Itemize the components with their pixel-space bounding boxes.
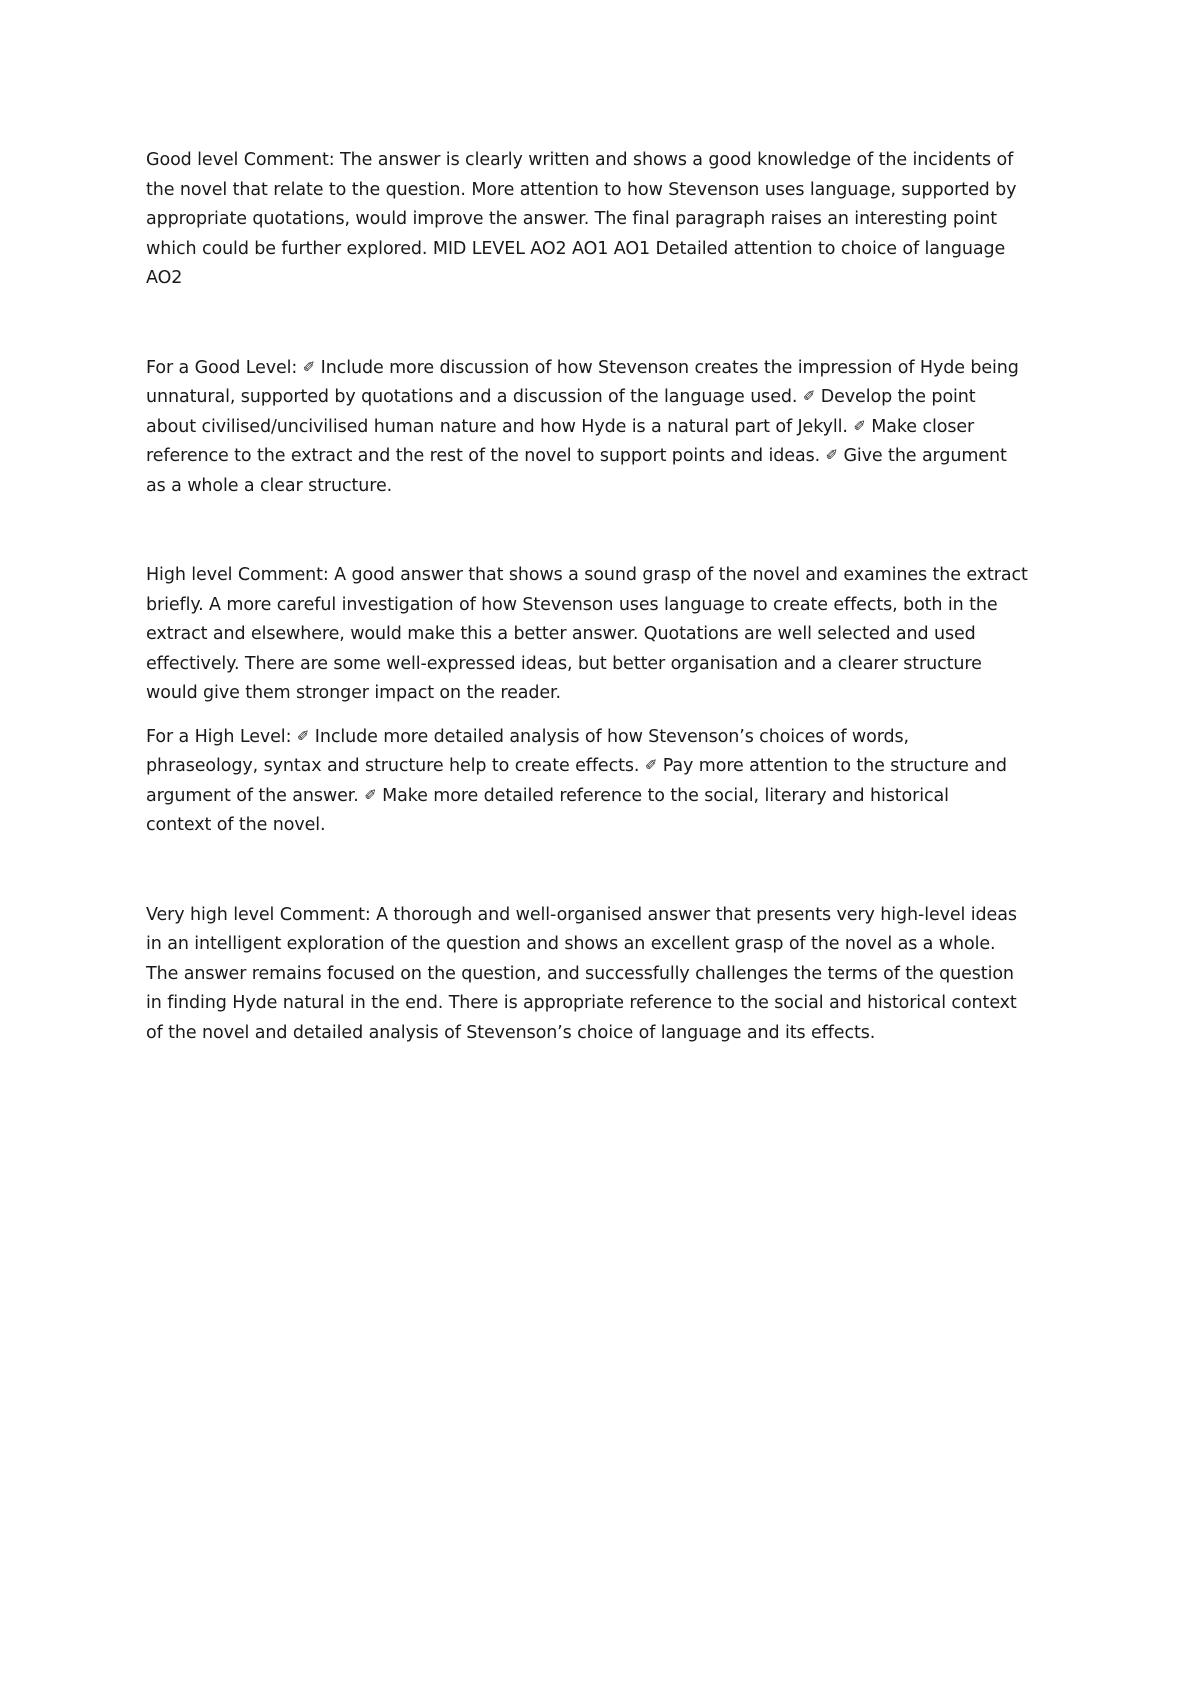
text-segment: phraseology, syntax and structure help to create effects.	[146, 756, 645, 776]
text-segment: For a High Level:	[146, 726, 297, 747]
text-line: The answer remains focused on the question, and successfully challenges the terms of the question	[146, 963, 1014, 984]
text-segment: argument of the answer.	[146, 785, 365, 806]
text-segment: Make closer	[865, 416, 975, 437]
text-segment: For a Good Level:	[146, 357, 303, 378]
pencil-icon: ✐	[825, 446, 838, 464]
text-line	[146, 723, 1071, 753]
text-segment: Include more detailed analysis of how Stevenson’s choices of words,	[309, 726, 909, 747]
text-line: in finding Hyde natural in the end. There is appropriate reference to the social and historical context	[146, 993, 1017, 1013]
text-line: briefly. A more careful investigation of how Stevenson uses language to create effects, both in the	[146, 594, 998, 615]
text-segment: Give the argument	[837, 446, 1007, 466]
pencil-icon: ✐	[644, 756, 658, 774]
text-line: the novel that relate to the question. More attention to how Stevenson uses language, supported by	[146, 179, 1017, 200]
text-line	[146, 752, 1071, 782]
pencil-icon: ✐	[302, 357, 316, 376]
document-body	[146, 146, 1071, 1048]
text-line	[146, 782, 1071, 812]
text-segment: about civilised/uncivilised human nature and how Hyde is a natural part of Jekyll.	[146, 416, 854, 437]
text-line: which could be further explored. MID LEVEL AO2 AO1 AO1 Detailed attention to choice of language	[146, 238, 1006, 259]
text-line	[146, 383, 1071, 413]
text-line: appropriate quotations, would improve the answer. The final paragraph raises an interesting point	[146, 209, 997, 229]
text-line: Good level Comment: The answer is clearly written and shows a good knowledge of the incidents of	[146, 150, 1014, 170]
text-segment: Develop the point	[815, 387, 976, 407]
pencil-icon: ✐	[364, 785, 377, 804]
text-line: in an intelligent exploration of the question and shows an excellent grasp of the novel as a whole.	[146, 934, 996, 954]
text-segment: reference to the extract and the rest of the novel to support points and ideas.	[146, 446, 826, 466]
text-segment: unnatural, supported by quotations and a discussion of the language used.	[146, 387, 803, 407]
text-segment: Pay more attention to the structure and	[657, 756, 1007, 776]
text-line: effectively. There are some well-expressed ideas, but better organisation and a clearer structure	[146, 653, 982, 674]
text-line	[146, 472, 1071, 502]
pencil-icon: ✐	[802, 387, 816, 405]
text-line	[146, 442, 1071, 472]
text-line: High level Comment: A good answer that shows a sound grasp of the novel and examines the extract	[146, 565, 1028, 585]
good-level-advice	[146, 354, 1071, 502]
text-segment: Include more discussion of how Stevenson creates the impression of Hyde being	[315, 357, 1019, 378]
pencil-icon: ✐	[296, 726, 310, 745]
high-level-advice	[146, 723, 1071, 841]
pencil-icon: ✐	[853, 416, 866, 435]
very-high-level-comment	[146, 901, 1071, 1049]
text-line	[146, 354, 1071, 384]
text-segment: Make more detailed reference to the social, literary and historical	[376, 785, 949, 806]
text-line: extract and elsewhere, would make this a better answer. Quotations are well selected and used	[146, 624, 976, 644]
text-line: AO2	[146, 268, 183, 288]
text-segment: as a whole a clear structure.	[146, 475, 393, 496]
text-segment: context of the novel.	[146, 815, 326, 835]
good-level-comment	[146, 146, 1071, 294]
text-line	[146, 413, 1071, 443]
text-line: Very high level Comment: A thorough and well-organised answer that presents very high-level ideas	[146, 904, 1017, 925]
text-line: would give them stronger impact on the reader.	[146, 683, 562, 703]
text-line: of the novel and detailed analysis of Stevenson’s choice of language and its effects.	[146, 1022, 876, 1043]
high-level-comment	[146, 561, 1071, 709]
text-line	[146, 811, 1071, 841]
